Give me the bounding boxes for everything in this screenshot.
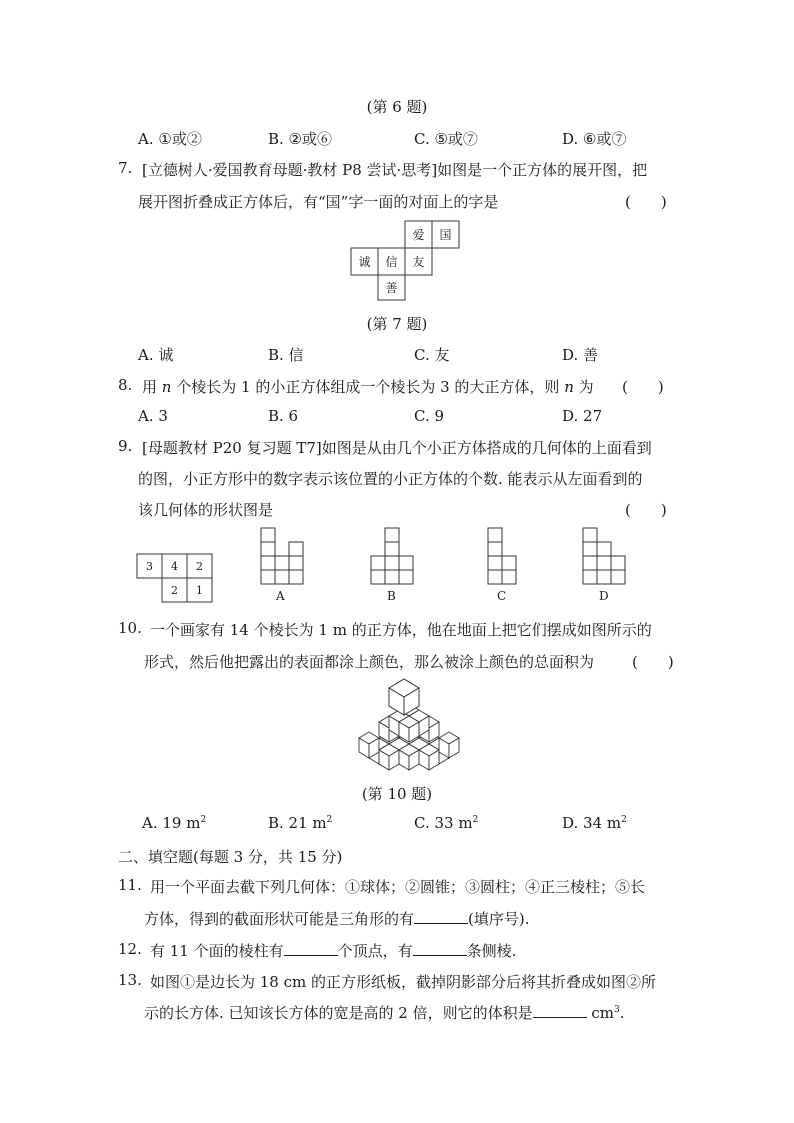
q9-answer-paren: ( ) [625, 501, 667, 519]
q10-answer-paren: ( ) [632, 653, 674, 671]
q11-line2-suffix: (填序号). [468, 910, 530, 928]
q10-line1: 一个画家有 14 个棱长为 1 m 的正方体，他在地面上把它们摆成如图所示的 [150, 621, 652, 639]
q9-choice-b-label: B [387, 589, 396, 603]
q13-line2-end: . [619, 1004, 625, 1022]
net-face-xin: 信 [385, 255, 398, 269]
top-view-cell: 1 [196, 584, 203, 597]
q10-option-b-exp: 2 [326, 815, 333, 825]
q13-unit: cm [591, 1004, 615, 1022]
q10-option-d-exp: 2 [621, 815, 627, 825]
q12-suffix: 条侧棱. [466, 942, 517, 960]
q12-edge-blank[interactable] [413, 941, 467, 956]
q10-option-c [414, 814, 478, 832]
q11-line1: 用一个平面去截下列几何体：①球体；②圆锥；③圆柱；④正三棱柱；⑤长 [150, 878, 646, 896]
q10-option-b-text: B. 21 m [268, 814, 327, 832]
q8-option-a: A. 3 [138, 407, 168, 425]
q9-choice-d-figure [583, 528, 629, 586]
q12-prefix: 有 11 个面的棱柱有 [150, 942, 284, 960]
q10-option-c-exp: 2 [472, 815, 479, 825]
q8-var-n-2: n [564, 378, 574, 396]
q8-text-middle: 个棱长为 1 的小正方体组成一个棱长为 3 的大正方体，则 [176, 378, 560, 396]
q8-text-prefix: 用 [142, 378, 158, 396]
q8-number: 8. [118, 376, 133, 394]
q10-option-d-text: D. 34 m [562, 814, 622, 832]
q9-line3: 该几何体的形状图是 [138, 501, 274, 519]
q9-choice-a-figure [261, 528, 307, 586]
section-fill-in-title: 二、填空题(每题 3 分，共 15 分) [118, 848, 343, 866]
q12-text [150, 940, 516, 961]
q8-var-n: n [161, 378, 172, 396]
q6-option-b: B. ②或⑥ [268, 130, 333, 148]
q7-cube-net [351, 221, 461, 301]
q7-line2: 展开图折叠成正方体后，有“国”字一面的对面上的字是 [138, 193, 499, 211]
q8-option-b: B. 6 [268, 407, 299, 425]
q13-line2 [144, 1002, 625, 1023]
q13-number: 13. [118, 971, 142, 989]
q11-line2 [144, 908, 530, 929]
q7-option-c: C. 友 [414, 346, 450, 364]
q13-line2-prefix: 示的长方体. 已知该长方体的宽是高的 2 倍，则它的体积是 [144, 1004, 533, 1022]
q9-choice-b-figure [371, 528, 417, 586]
q10-option-a-text: A. 19 m [142, 814, 201, 832]
top-view-cell: 3 [146, 560, 153, 573]
q7-line1: [立德树人·爱国教育母题·教材 P8 尝试·思考]如图是一个正方体的展开图，把 [142, 161, 648, 179]
q9-line1: [母题教材 P20 复习题 T7]如图是从由几个小正方体搭成的几何体的上面看到 [142, 439, 652, 457]
q12-number: 12. [118, 940, 142, 958]
q11-answer-blank[interactable] [414, 909, 468, 924]
q9-choice-a-label: A [276, 589, 285, 603]
net-face-ai: 爱 [412, 228, 425, 242]
q13-line1: 如图①是边长为 18 cm 的正方形纸板，截掉阴影部分后将其折叠成如图②所 [150, 973, 657, 991]
q9-choice-c-figure [488, 528, 520, 586]
q12-vertex-blank[interactable] [284, 941, 338, 956]
q6-caption: (第 6 题) [366, 98, 428, 116]
q7-option-b: B. 信 [268, 346, 304, 364]
q9-top-view [137, 554, 217, 604]
net-face-you: 友 [412, 255, 425, 269]
top-view-cell: 2 [171, 584, 178, 597]
q9-choice-c-label: C [497, 589, 507, 603]
q11-number: 11. [118, 876, 142, 894]
q7-answer-paren: ( ) [625, 193, 667, 211]
q8-text-suffix: 为 [578, 378, 594, 396]
q8-text [142, 376, 594, 397]
q10-cube-pyramid [356, 676, 462, 774]
q10-option-a-exp: 2 [200, 815, 207, 825]
top-view-cell: 4 [171, 560, 178, 573]
net-face-guo: 国 [439, 228, 452, 242]
q8-answer-paren: ( ) [622, 378, 664, 396]
q13-unit-exp: 3 [614, 1005, 620, 1015]
q7-option-a: A. 诚 [138, 346, 174, 364]
q6-option-d: D. ⑥或⑦ [562, 130, 627, 148]
q6-option-c: C. ⑤或⑦ [414, 130, 478, 148]
q12-middle: 个顶点，有 [337, 942, 413, 960]
top-view-cell: 2 [196, 560, 203, 573]
q10-number: 10. [118, 619, 142, 637]
q10-caption: (第 10 题) [361, 785, 433, 803]
net-face-cheng: 诚 [358, 255, 371, 269]
q9-number: 9. [118, 437, 133, 455]
q7-caption: (第 7 题) [366, 315, 428, 333]
q10-option-a [142, 814, 206, 832]
q10-option-b [268, 814, 332, 832]
q7-option-d: D. 善 [562, 346, 599, 364]
q6-option-a: A. ①或② [138, 130, 202, 148]
q8-option-c: C. 9 [414, 407, 445, 425]
q9-choice-d-label: D [599, 589, 609, 603]
q10-option-d [562, 814, 627, 832]
q8-option-d: D. 27 [562, 407, 603, 425]
q10-line2: 形式，然后他把露出的表面都涂上颜色，那么被涂上颜色的总面积为 [144, 653, 595, 671]
q10-option-c-text: C. 33 m [414, 814, 473, 832]
q13-volume-blank[interactable] [533, 1003, 587, 1018]
q7-number: 7. [118, 159, 133, 177]
q11-line2-prefix: 方体，得到的截面形状可能是三角形的有 [144, 910, 415, 928]
net-face-shan: 善 [385, 281, 398, 295]
q9-line2: 的图，小正方形中的数字表示该位置的小正方体的个数. 能表示从左面看到的 [138, 470, 643, 488]
